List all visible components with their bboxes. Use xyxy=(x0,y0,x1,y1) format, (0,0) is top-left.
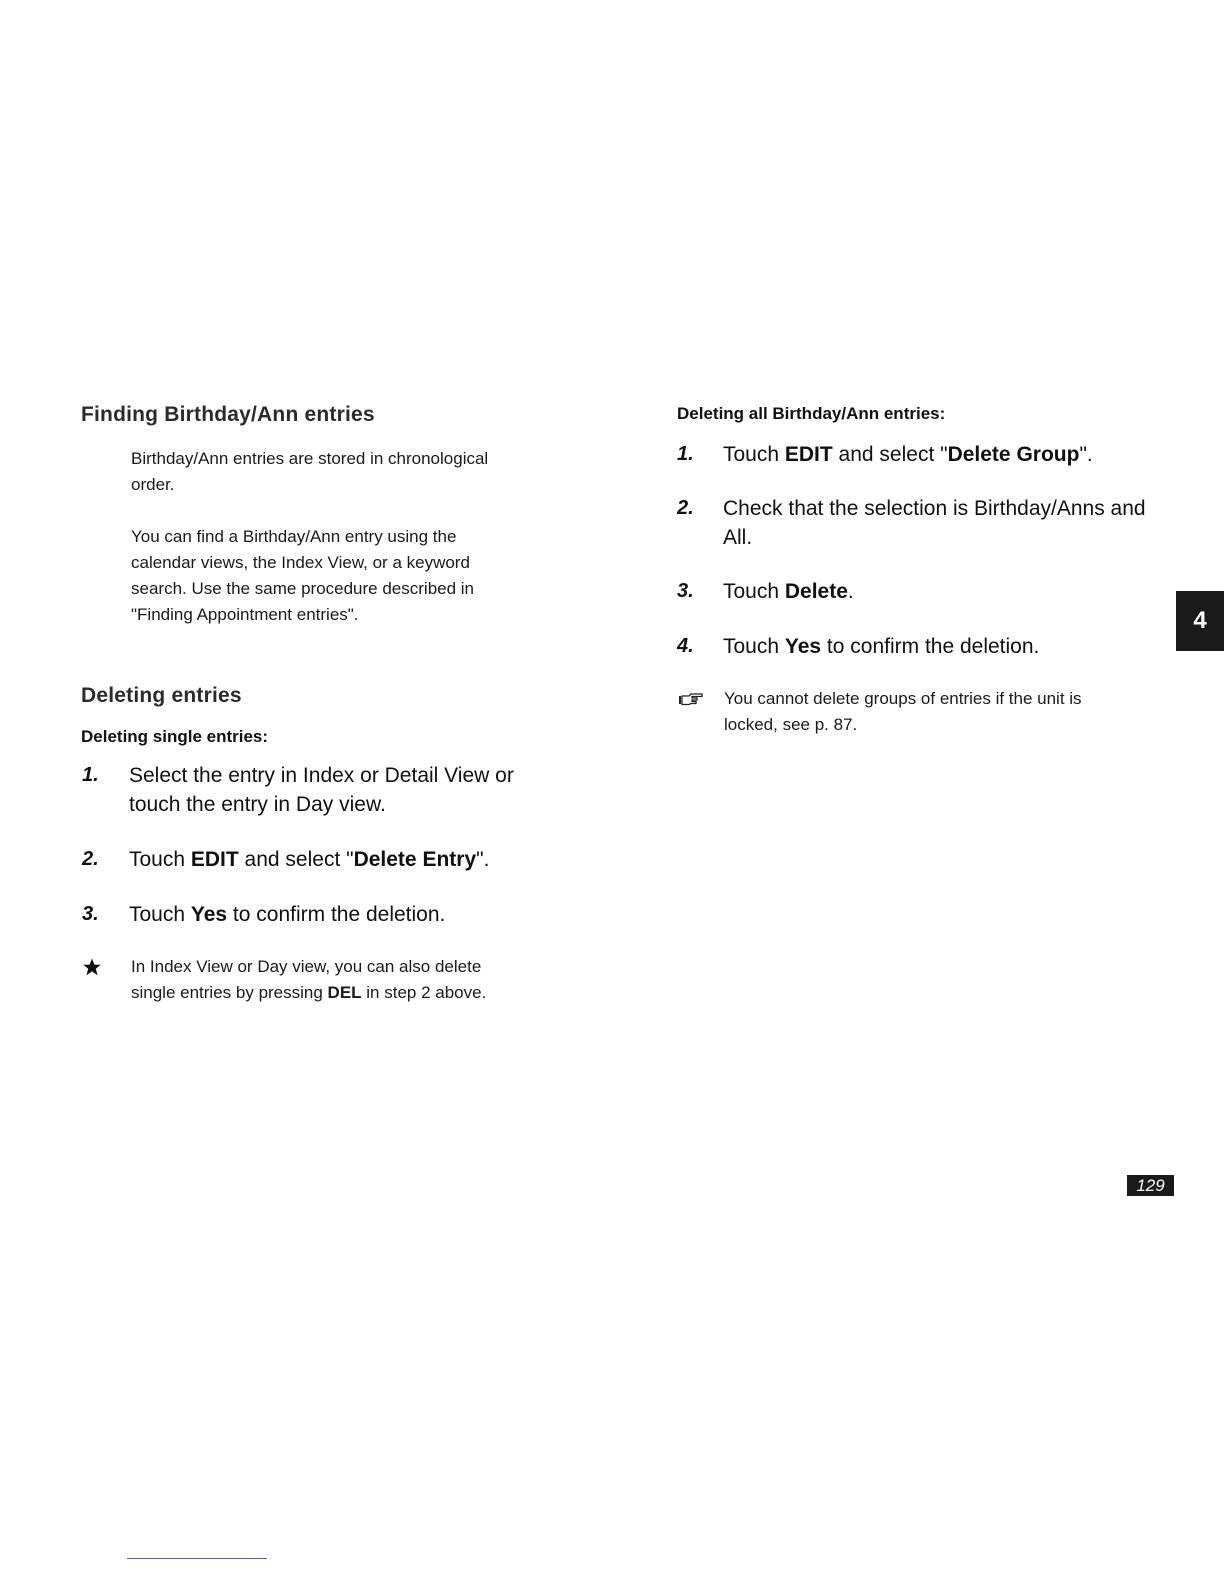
right-step-1-post: ". xyxy=(1079,443,1093,466)
left-step-2-pre: Touch xyxy=(129,848,191,871)
right-step-2-text xyxy=(723,494,1146,552)
right-step-2-line2: All. xyxy=(723,526,753,549)
deleting-all-subheading: Deleting all Birthday/Ann entries: xyxy=(677,404,946,423)
right-step-4-text xyxy=(723,632,1039,661)
right-step-1-mid: and select " xyxy=(832,443,948,466)
left-tip-del: DEL xyxy=(327,983,362,1002)
left-step-2-mid: and select " xyxy=(238,848,354,871)
left-step-3-text xyxy=(129,900,445,929)
finding-p2-line3: search. Use the same procedure described in xyxy=(131,579,475,598)
deleting-heading: Deleting entries xyxy=(81,684,242,707)
right-step-4-post: to confirm the deletion. xyxy=(821,635,1040,658)
left-step-2-delete-entry: Delete Entry xyxy=(353,848,477,871)
bottom-rule xyxy=(127,1558,267,1559)
right-note xyxy=(724,686,1082,738)
right-step-4-yes: Yes xyxy=(784,635,822,658)
left-step-2-text xyxy=(129,845,489,874)
left-step-1-line2: touch the entry in Day view. xyxy=(129,793,386,816)
finding-heading: Finding Birthday/Ann entries xyxy=(81,403,375,426)
star-icon xyxy=(82,957,102,977)
right-step-3-number: 3. xyxy=(677,580,694,602)
finding-paragraph-1 xyxy=(131,446,488,498)
right-note-line2: locked, see p. 87. xyxy=(724,715,858,734)
left-step-2-post: ". xyxy=(476,848,490,871)
left-step-2-edit: EDIT xyxy=(190,848,239,871)
right-step-1-pre: Touch xyxy=(723,443,785,466)
finding-p2-line2: calendar views, the Index View, or a keyword xyxy=(131,553,470,572)
left-step-1-number: 1. xyxy=(82,764,99,786)
pointing-hand-icon xyxy=(678,692,704,706)
left-step-3-pre: Touch xyxy=(129,903,191,926)
left-step-3-yes: Yes xyxy=(190,903,228,926)
right-step-2-line1: Check that the selection is Birthday/Anns and xyxy=(723,497,1146,520)
finding-paragraph-2 xyxy=(131,524,474,628)
finding-p2-line1: You can find a Birthday/Ann entry using the xyxy=(131,527,457,546)
right-step-1-delete-group: Delete Group xyxy=(947,443,1080,466)
right-step-1-number: 1. xyxy=(677,443,694,465)
left-tip-line1: In Index View or Day view, you can also delete xyxy=(131,957,482,976)
right-step-1-edit: EDIT xyxy=(784,443,833,466)
finding-p1-line1: Birthday/Ann entries are stored in chronological xyxy=(131,449,489,468)
left-tip xyxy=(131,954,486,1006)
left-tip-line2-pre: single entries by pressing xyxy=(131,983,328,1002)
page-number: 129 xyxy=(1127,1175,1174,1196)
chapter-tab: 4 xyxy=(1176,591,1224,651)
right-step-4-number: 4. xyxy=(677,635,694,657)
left-step-2-number: 2. xyxy=(82,848,99,870)
deleting-single-subheading: Deleting single entries: xyxy=(81,727,269,746)
left-step-3-number: 3. xyxy=(82,903,99,925)
right-step-3-text xyxy=(723,577,854,606)
finding-p2-line4: "Finding Appointment entries". xyxy=(131,605,359,624)
right-step-3-delete: Delete xyxy=(784,580,848,603)
left-step-3-post: to confirm the deletion. xyxy=(227,903,446,926)
left-tip-line2 xyxy=(131,980,486,1006)
left-tip-line2-post: in step 2 above. xyxy=(361,983,487,1002)
right-step-2-number: 2. xyxy=(677,497,694,519)
finding-p1-line2: order. xyxy=(131,475,175,494)
left-step-1-text xyxy=(129,761,514,819)
right-step-1-text xyxy=(723,440,1093,469)
right-step-3-pre: Touch xyxy=(723,580,785,603)
left-step-1-line1: Select the entry in Index or Detail View or xyxy=(129,764,514,787)
right-step-3-post: . xyxy=(847,580,854,603)
right-note-line1: You cannot delete groups of entries if the unit is xyxy=(724,689,1082,708)
right-step-4-pre: Touch xyxy=(723,635,785,658)
